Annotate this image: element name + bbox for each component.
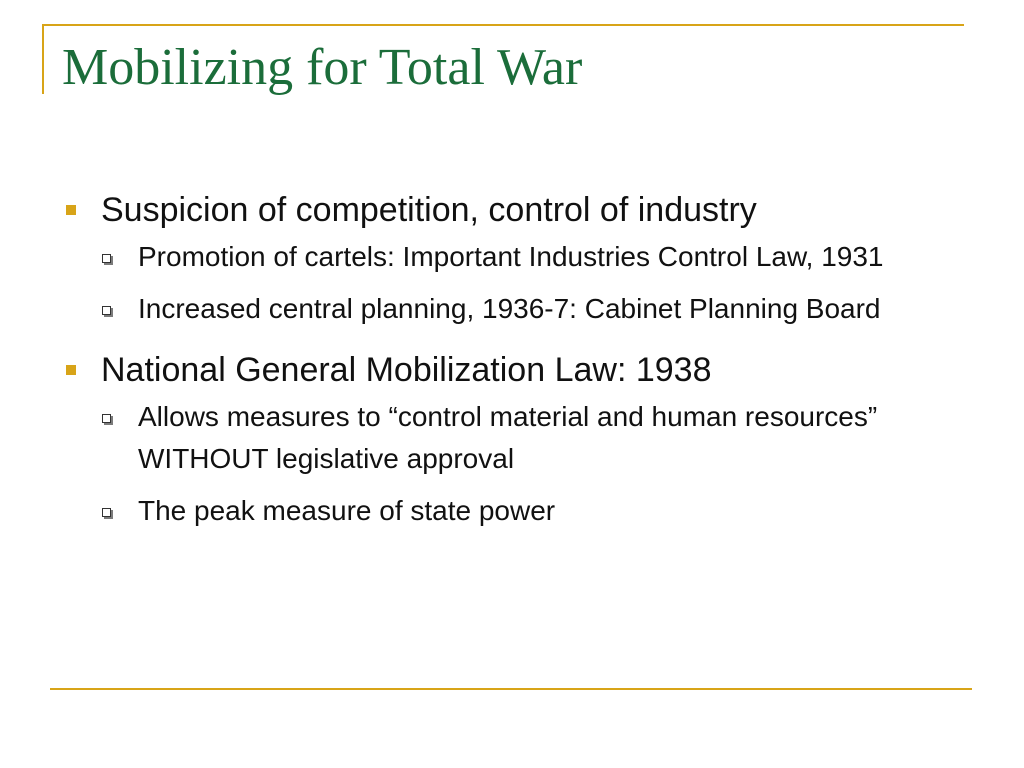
hollow-square-bullet-icon — [102, 508, 111, 517]
main-bullet-text: Suspicion of competition, control of industry — [101, 191, 757, 229]
slide-content — [58, 188, 958, 542]
bottom-accent-line — [50, 688, 972, 690]
sub-bullet-text: Allows measures to “control material and human resources” WITHOUT legislative approval — [138, 401, 878, 474]
sub-bullet-text: The peak measure of state power — [138, 495, 556, 526]
bullet-group-1 — [58, 188, 958, 330]
square-bullet-icon — [66, 205, 76, 215]
main-bullet-text: National General Mobilization Law: 1938 — [101, 351, 712, 389]
slide-title: Mobilizing for Total War — [62, 39, 583, 96]
sub-bullet-text: Promotion of cartels: Important Industries Control Law, 1931 — [138, 241, 884, 272]
hollow-square-bullet-icon — [102, 254, 111, 263]
main-bullet-1 — [58, 188, 958, 232]
square-bullet-icon — [66, 365, 76, 375]
sub-bullet-list-1 — [58, 236, 958, 330]
sub-bullet-1-2 — [58, 288, 958, 330]
top-left-accent-line — [42, 24, 44, 94]
sub-bullet-1-1 — [58, 236, 958, 278]
sub-bullet-2-1 — [58, 396, 958, 480]
sub-bullet-list-2 — [58, 396, 958, 532]
hollow-square-bullet-icon — [102, 414, 111, 423]
main-bullet-2 — [58, 348, 958, 392]
sub-bullet-text: Increased central planning, 1936-7: Cabinet Planning Board — [138, 293, 881, 324]
top-accent-line — [42, 24, 964, 26]
sub-bullet-2-2 — [58, 490, 958, 532]
hollow-square-bullet-icon — [102, 306, 111, 315]
bullet-group-2 — [58, 348, 958, 532]
